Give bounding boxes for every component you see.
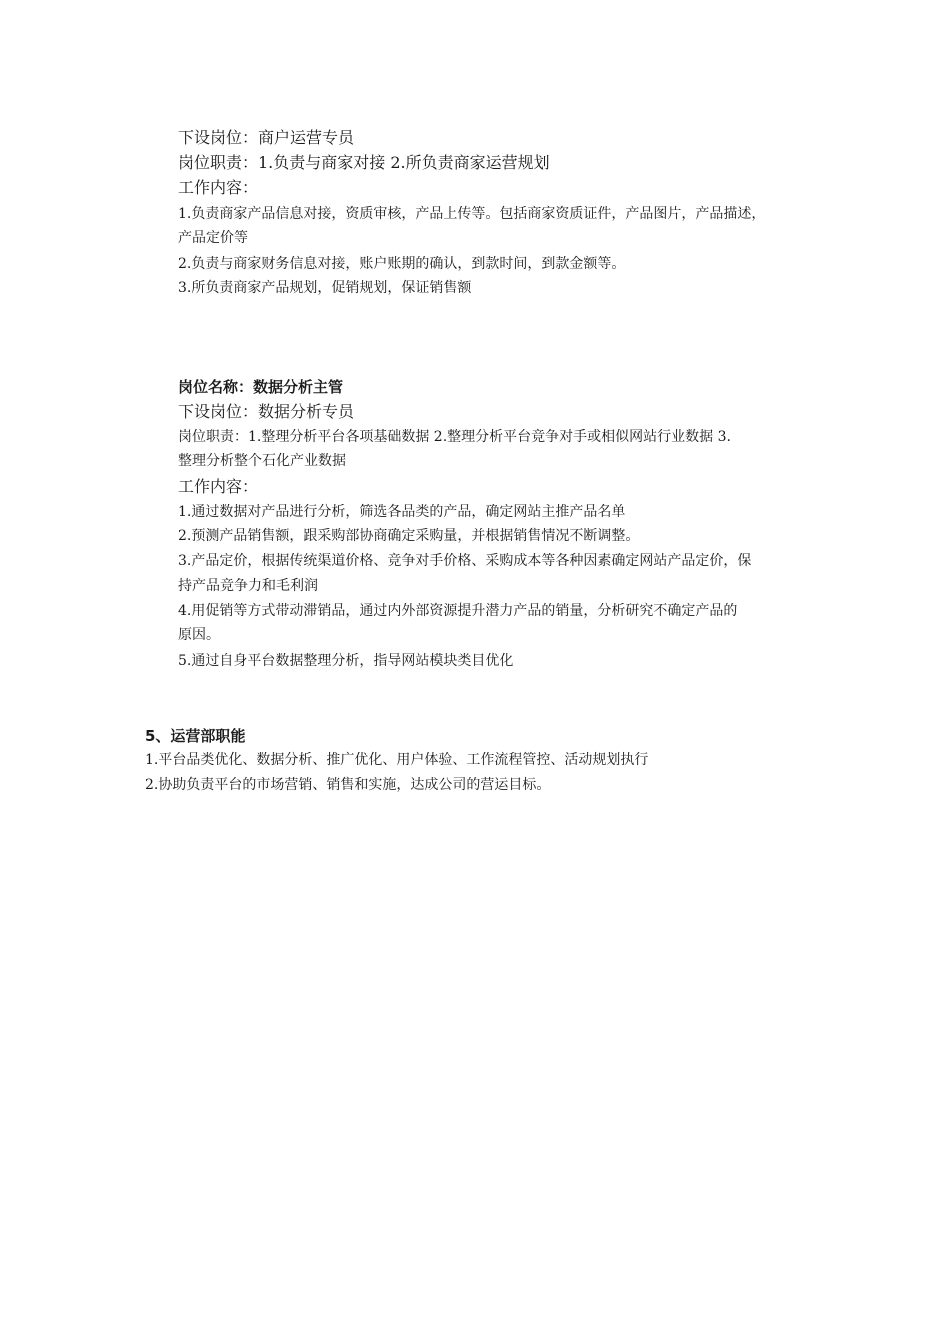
work-item: 5.通过自身平台数据整理分析，指导网站模块类目优化 — [178, 653, 514, 669]
work-item: 2.负责与商家财务信息对接，账户账期的确认，到款时间，到款金额等。 — [178, 256, 626, 272]
duties-line-continuation: 整理分析整个石化产业数据 — [178, 453, 346, 469]
work-item: 3.所负责商家产品规划，促销规划，保证销售额 — [178, 280, 472, 296]
work-item-continuation: 产品定价等 — [178, 230, 248, 246]
function-item: 2.协助负责平台的市场营销、销售和实施，达成公司的营运目标。 — [145, 777, 551, 793]
work-item-continuation: 原因。 — [178, 627, 220, 643]
sub-position-line: 下设岗位：商户运营专员 — [178, 128, 355, 147]
sub-position-line: 下设岗位：数据分析专员 — [178, 402, 355, 421]
work-content-label: 工作内容： — [178, 178, 259, 197]
work-item: 2.预测产品销售额，跟采购部协商确定采购量，并根据销售情况不断调整。 — [178, 528, 640, 544]
work-item-continuation: 持产品竞争力和毛利润 — [178, 578, 318, 594]
duties-line: 岗位职责：1.整理分析平台各项基础数据 2.整理分析平台竞争对手或相似网站行业数据 3. — [178, 429, 731, 445]
work-item: 1.负责商家产品信息对接，资质审核，产品上传等。包括商家资质证件，产品图片，产品描述， — [178, 206, 766, 222]
work-item: 3.产品定价，根据传统渠道价格、竞争对手价格、采购成本等各种因素确定网站产品定价，保 — [178, 553, 752, 569]
duties-line: 岗位职责：1.负责与商家对接 2.所负责商家运营规划 — [178, 153, 550, 172]
function-item: 1.平台品类优化、数据分析、推广优化、用户体验、工作流程管控、活动规划执行 — [145, 752, 649, 768]
work-content-label: 工作内容： — [178, 477, 259, 496]
section-heading: 5、运营部职能 — [145, 727, 246, 745]
work-item: 4.用促销等方式带动滞销品，通过内外部资源提升潜力产品的销量，分析研究不确定产品的 — [178, 603, 738, 619]
position-title: 岗位名称：数据分析主管 — [178, 378, 344, 396]
work-item: 1.通过数据对产品进行分析，筛选各品类的产品，确定网站主推产品名单 — [178, 504, 626, 520]
